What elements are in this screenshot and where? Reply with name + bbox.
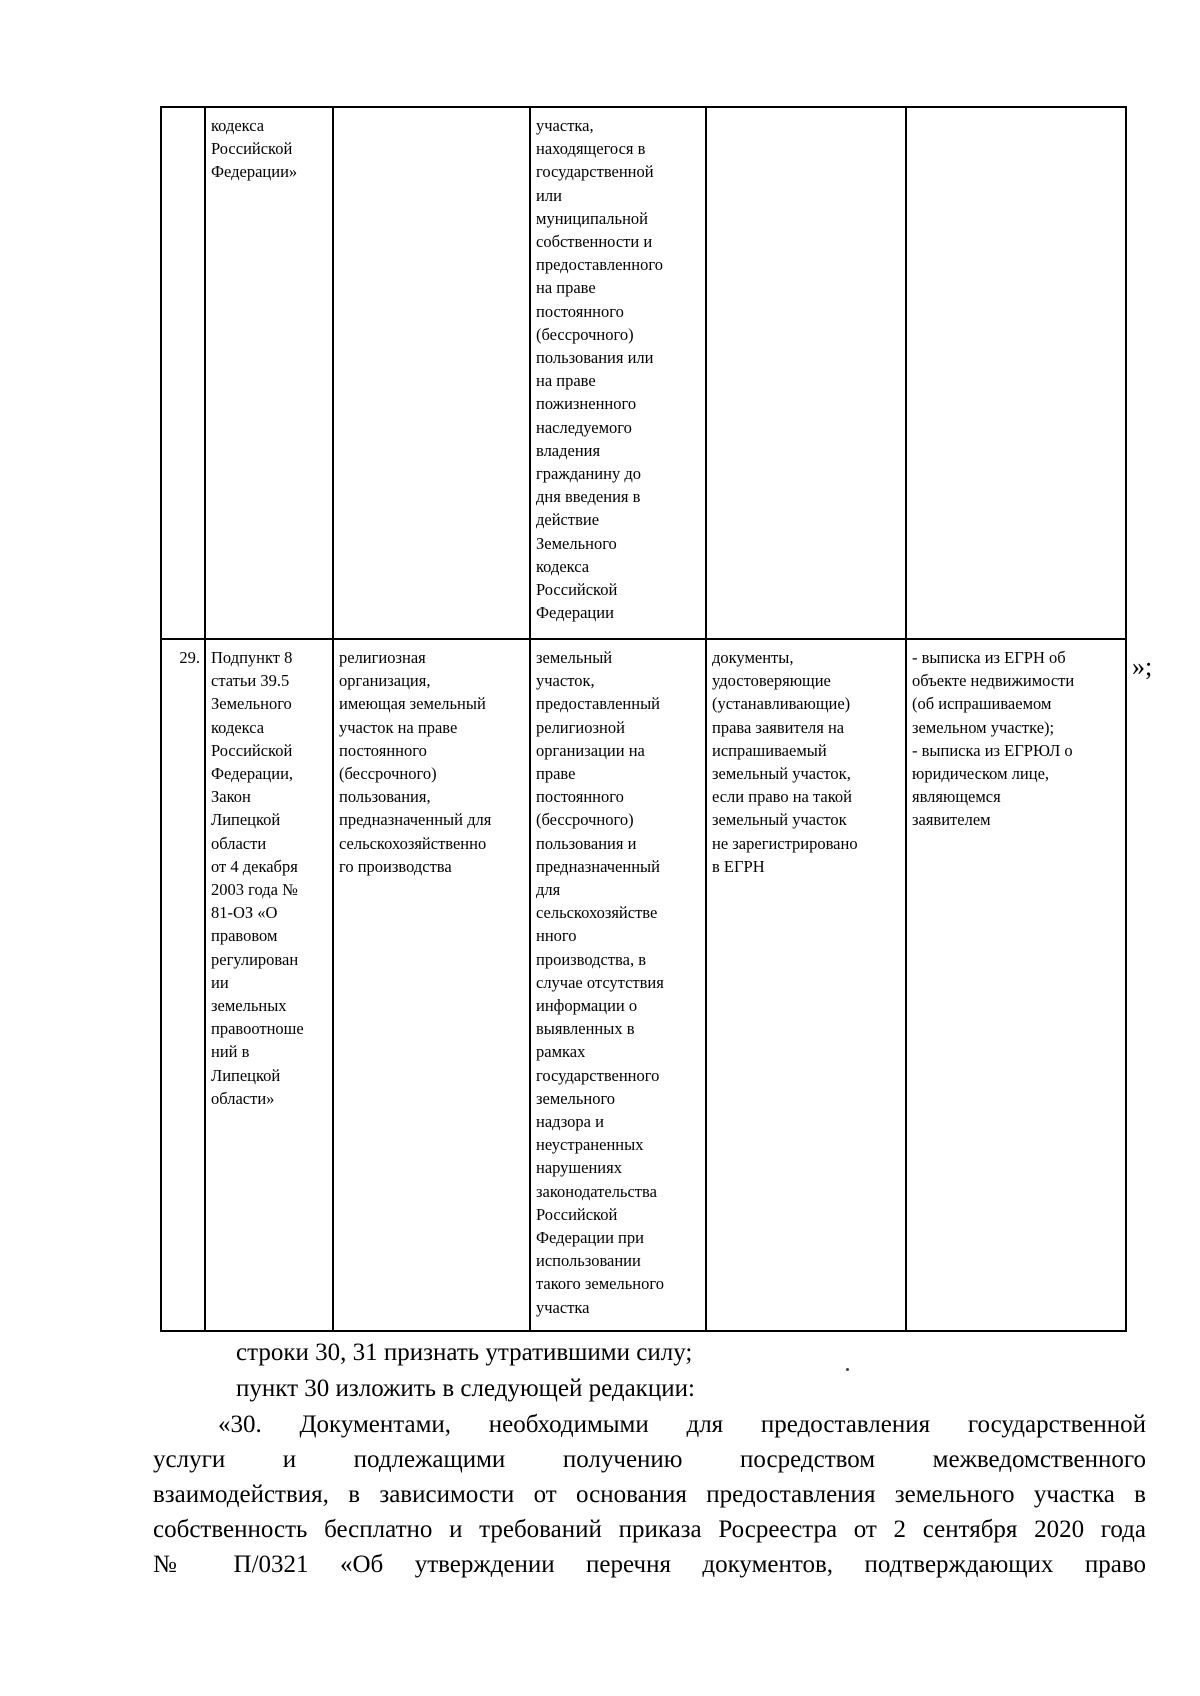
paragraph-line: «30. Документами, необходимыми для предоставления государственной (218, 1411, 1146, 1438)
row-number-cell: 29. (161, 639, 205, 1331)
paragraph-line: взаимодействия, в зависимости от основания предоставления земельного участка в (153, 1481, 1146, 1508)
legal-basis-cell: кодекса Российской Федерации» (205, 107, 333, 639)
row-number-cell (161, 107, 205, 639)
documents-cell (706, 107, 906, 639)
legal-basis-cell: Подпункт 8 статьи 39.5 Земельного кодекса Российской Федерации, Закон Липецкой области от 4 декабря 2003 года № 81-ОЗ «О правовом регулирован ии земельных правоотноше ний в Липецкой области» (205, 639, 333, 1331)
applicant-cell (333, 107, 530, 639)
table-row (161, 639, 1126, 1331)
land-documents-table (160, 106, 1127, 1332)
interagency-documents-cell: - выписка из ЕГРН об объекте недвижимости (об испрашиваемом земельном участке); - выписка из ЕГРЮЛ о юридическом лице, являющемся заявителем (906, 639, 1126, 1331)
documents-cell: документы, удостоверяющие (устанавливающие) права заявителя на испрашиваемый земельный участок, если право на такой земельный участок не зарегистрировано в ЕГРН (706, 639, 906, 1331)
land-plot-cell: участка, находящегося в государственной или муниципальной собственности и предоставленного на праве постоянного (бессрочного) пользования или на праве пожизненного наследуемого владения гражданину до дня введения в действие Земельного кодекса Российской Федерации (530, 107, 706, 639)
land-plot-cell: земельный участок, предоставленный религиозной организации на праве постоянного (бессрочного) пользования и предназначенный для сельскохозяйстве нного производства, в случае отсутствия информации о выявленных в рамках государственного земельного надзора и неустраненных нарушениях законодательства Российской Федерации при использовании такого земельного участка (530, 639, 706, 1331)
table-row (161, 107, 1126, 639)
paragraph-line: собственность бесплатно и требований приказа Росреестра от 2 сентября 2020 года (153, 1516, 1146, 1543)
interagency-documents-cell (906, 107, 1126, 639)
paragraph-line: № П/0321 «Об утверждении перечня документов, подтверждающих право (153, 1551, 1146, 1578)
speck-mark (846, 1368, 849, 1371)
text-line-paragraph-30: пункт 30 изложить в следующей редакции: (236, 1375, 695, 1402)
applicant-cell: религиозная организация, имеющая земельный участок на праве постоянного (бессрочного) пользования, предназначенный для сельскохозяйственно го производства (333, 639, 530, 1331)
text-line-rows-repealed: строки 30, 31 признать утратившими силу; (236, 1339, 693, 1366)
closing-quote-mark: »; (1132, 652, 1153, 681)
paragraph-line: услуги и подлежащими получению посредством межведомственного (153, 1446, 1146, 1473)
